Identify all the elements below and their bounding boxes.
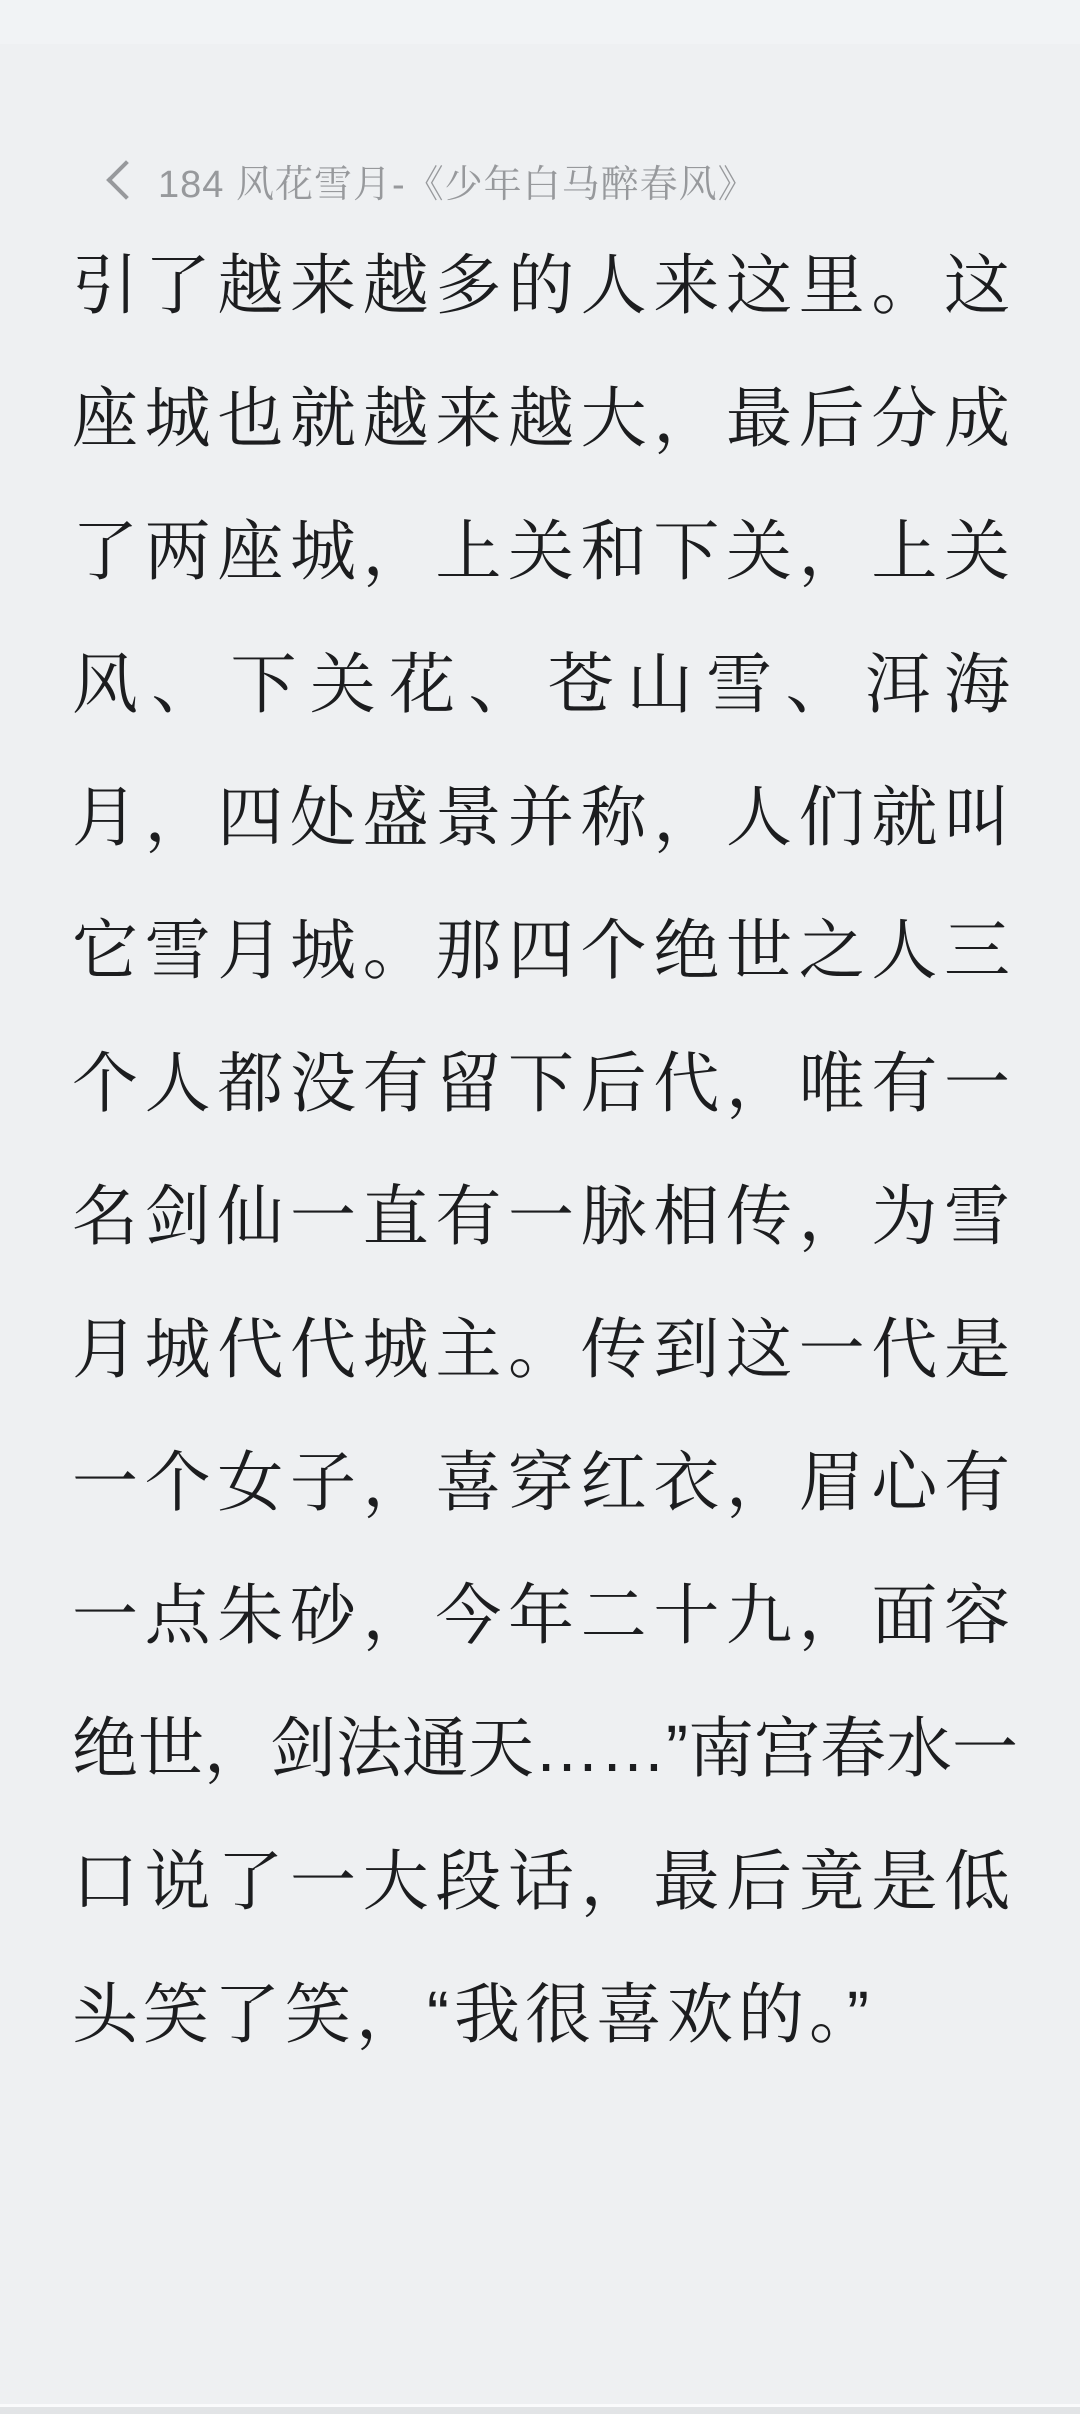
text-line: 风、下关花、苍山雪、洱海 <box>72 647 1010 721</box>
text-line: 月城代代城主。传到这一代是 <box>72 1312 1010 1386</box>
text-line: 月，四处盛景并称，人们就叫 <box>72 780 1010 854</box>
reading-area[interactable] <box>72 219 1018 2081</box>
text-line: 它雪月城。那四个绝世之人三 <box>72 913 1010 987</box>
back-button[interactable] <box>100 158 144 202</box>
bottom-divider <box>0 2404 1080 2414</box>
text-line: 口说了一大段话，最后竟是低 <box>72 1844 1010 1918</box>
text-line: 头笑了笑，“我很喜欢的。” <box>72 1977 874 2051</box>
chapter-title: 184 风花雪月-《少年白马醉春风》 <box>158 163 757 206</box>
status-bar-area <box>0 0 1080 44</box>
text-line: 名剑仙一直有一脉相传，为雪 <box>72 1179 1010 1253</box>
text-line: 绝世，剑法通天……”南宫春水一 <box>72 1711 1018 1785</box>
text-line: 个人都没有留下后代，唯有一 <box>72 1046 1010 1120</box>
chapter-header <box>0 148 1080 212</box>
text-line: 一个女子，喜穿红衣，眉心有 <box>72 1445 1010 1519</box>
text-line: 一点朱砂，今年二十九，面容 <box>72 1578 1010 1652</box>
text-line: 引了越来越多的人来这里。这 <box>72 248 1010 322</box>
text-line: 座城也就越来越大，最后分成 <box>72 381 1010 455</box>
chevron-left-icon <box>106 160 146 200</box>
text-line: 了两座城，上关和下关，上关 <box>72 514 1010 588</box>
